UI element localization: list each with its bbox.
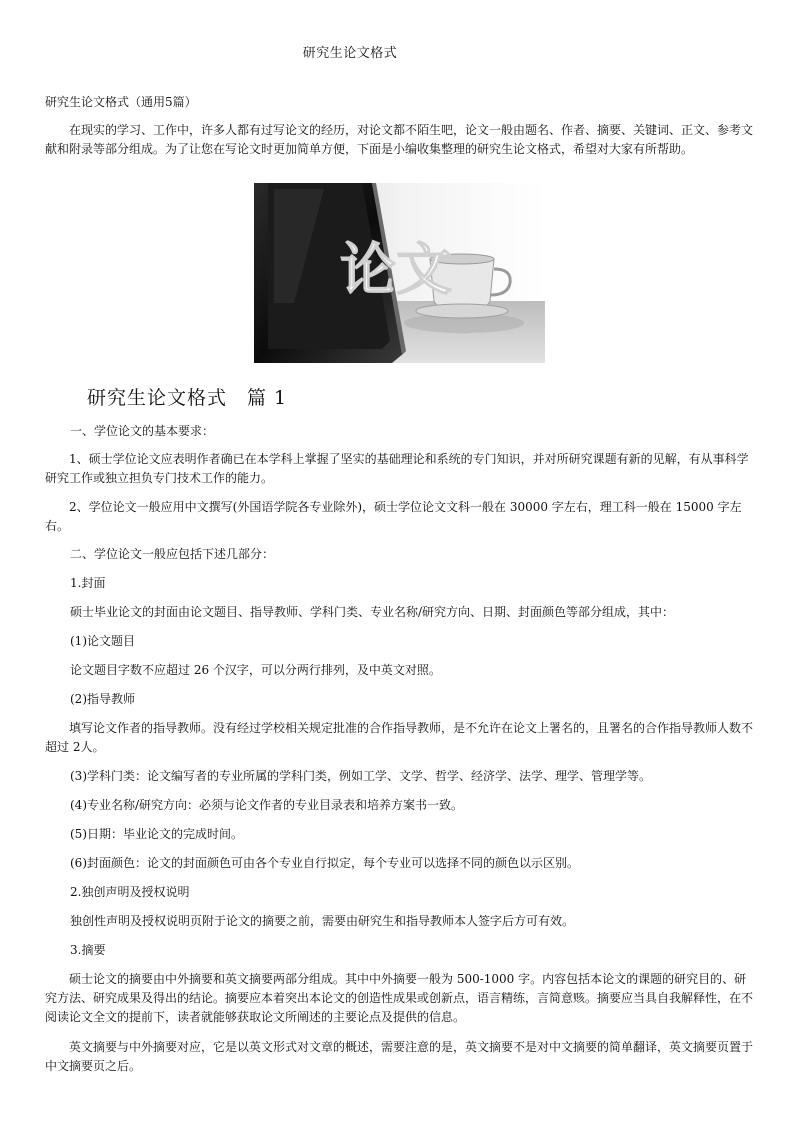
paragraph: 3.摘要 (70, 943, 106, 957)
paragraph: (4)专业名称/研究方向：必须与论文作者的专业目录表和培养方案书一致。 (70, 798, 464, 812)
paragraph: 硕士论文的摘要由中外摘要和英文摘要两部分组成。其中中外摘要一般为 500-1000 字。内容包括本论文的课题的研究目的、研究方法、研究成果及得出的结论。摘要应本着突出本论文的创造性成果或创新点，语言精练，言简意赅。摘要应当具自我解释性，在不阅读论文全文的提前下，读者就能够获取论文所阐述的主要论点及提供的信息。 (45, 972, 754, 1024)
paragraph: (1)论文题目 (70, 634, 135, 648)
paragraph: 1、硕士学位论文应表明作者确已在本学科上掌握了坚实的基础理论和系统的专门知识，并对所研究课题有新的见解，有从事科学研究工作或独立担负专门技术工作的能力。 (45, 452, 749, 485)
paragraph: (6)封面颜色：论文的封面颜色可由各个专业自行拟定，每个专业可以选择不同的颜色以示区别。 (70, 856, 580, 870)
hero-image-text: 论文 (340, 238, 452, 303)
paragraph: (3)学科门类：论文编写者的专业所属的学科门类，例如工学、文学、哲学、经济学、法学、理学、管理学等。 (70, 769, 652, 783)
paragraph: 1.封面 (70, 576, 106, 590)
paragraph: 英文摘要与中外摘要对应，它是以英文形式对文章的概述，需要注意的是，英文摘要不是对中文摘要的简单翻译，英文摘要页置于中文摘要页之后。 (45, 1040, 754, 1073)
paragraph: (5)日期：毕业论文的完成时间。 (70, 827, 243, 841)
paragraph: 一、学位论文的基本要求： (70, 424, 215, 438)
paragraph: 硕士毕业论文的封面由论文题目、指导教师、学科门类、专业名称/研究方向、日期、封面颜色等部分组成，其中： (70, 605, 675, 619)
paragraph: 论文题目字数不应超过 26 个汉字，可以分两行排列，及中英文对照。 (70, 663, 441, 677)
hero-image (254, 183, 545, 363)
paragraph: 填写论文作者的指导教师。没有经过学校相关规定批准的合作指导教师，是不允许在论文上署名的，且署名的合作指导教师人数不超过 2人。 (45, 721, 754, 754)
paragraph: 2.独创声明及授权说明 (70, 885, 190, 899)
document-subtitle: 研究生论文格式（通用5篇） (45, 95, 197, 109)
document-title: 研究生论文格式 (302, 46, 398, 61)
paragraph: 2、学位论文一般应用中文撰写(外国语学院各专业除外)，硕士学位论文文科一般在 30000 字左右，理工科一般在 15000 字左右。 (45, 500, 742, 533)
paragraph: 二、学位论文一般应包括下述几部分： (70, 547, 275, 561)
section-heading: 研究生论文格式 篇 1 (87, 387, 288, 409)
tablet-and-cup-photo (254, 183, 545, 363)
intro-paragraph: 在现实的学习、工作中，许多人都有过写论文的经历，对论文都不陌生吧，论文一般由题名、作者、摘要、关键词、正文、参考文献和附录等部分组成。为了让您在写论文时更加简单方便，下面是小编收集整理的研究生论文格式，希望对大家有所帮助。 (45, 123, 754, 156)
paragraph: (2)指导教师 (70, 692, 135, 706)
paragraph: 独创性声明及授权说明页附于论文的摘要之前，需要由研究生和指导教师本人签字后方可有效。 (70, 914, 575, 928)
